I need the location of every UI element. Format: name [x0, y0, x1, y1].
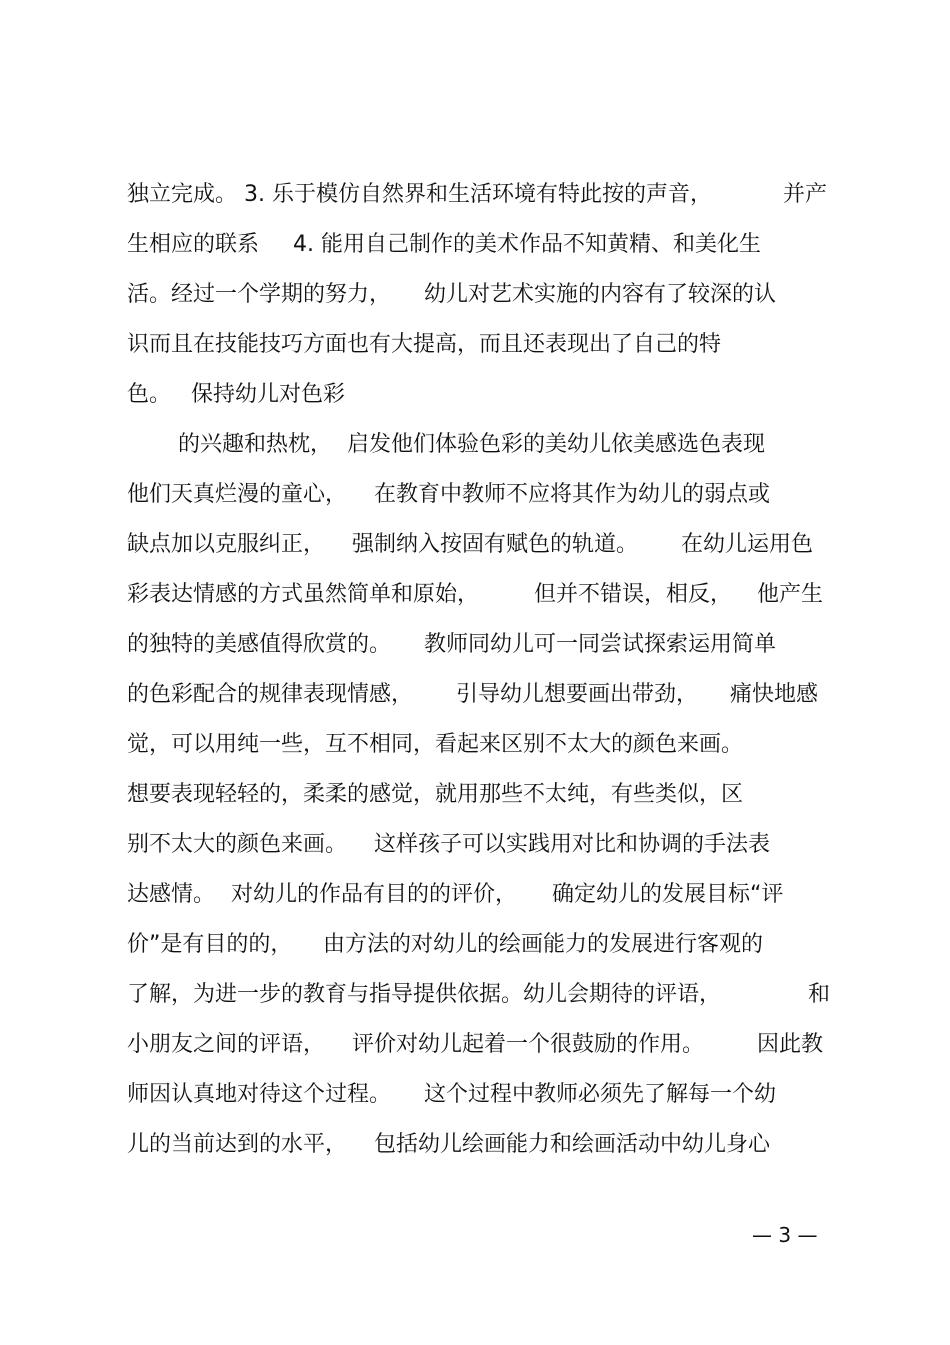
- text-segment: 启发他们体验色彩的美幼儿依美感选色表现: [347, 432, 766, 457]
- text-line: [0, 1025, 824, 1065]
- text-line: [0, 825, 771, 865]
- text-segment: 4. 能用自己制作的美术作品不知黄精、和美化生: [293, 232, 761, 257]
- text-segment: 和: [808, 982, 831, 1007]
- text-segment: 小朋友之间的评语，: [127, 1032, 326, 1057]
- text-segment: 的色彩配合的规律表现情感，: [127, 682, 414, 707]
- text-segment: 达感情。: [127, 882, 216, 907]
- text-line: [0, 975, 831, 1015]
- text-segment: 的兴趣和热枕，: [178, 432, 333, 457]
- text-segment: 教师同幼儿可一同尝试探索运用简单: [424, 632, 777, 657]
- text-segment: 师因认真地对待这个过程。: [127, 1082, 392, 1107]
- text-line: [0, 875, 784, 915]
- text-segment: 对幼儿的作品有目的的评价，: [231, 882, 518, 907]
- text-segment: 了解，为进一步的教育与指导提供依据。幼儿会期待的评语，: [127, 982, 722, 1007]
- text-line: [0, 475, 771, 515]
- text-segment: 儿的当前达到的水平，: [127, 1132, 348, 1157]
- text-line: [0, 575, 824, 615]
- text-segment: 价”是有目的的，: [127, 932, 293, 957]
- text-line: [0, 625, 777, 665]
- text-segment: 他们天真烂漫的童心，: [127, 482, 348, 507]
- text-segment: 想要表现轻轻的，柔柔的感觉，就用那些不太纯，有些类似，区: [127, 782, 744, 807]
- text-line: [0, 675, 819, 715]
- text-line: [0, 275, 777, 315]
- text-segment: 独立完成。 3. 乐于模仿自然界和生活环境有特此按的声音，: [127, 182, 712, 207]
- text-segment: 生相应的联系: [127, 232, 260, 257]
- text-segment: 幼儿对艺术实施的内容有了较深的认: [424, 282, 777, 307]
- text-segment: 确定幼儿的发展目标“评: [552, 882, 784, 907]
- text-line: [0, 1075, 777, 1115]
- text-segment: 并产: [783, 182, 828, 207]
- text-segment: 强制纳入按固有赋色的轨道。: [352, 532, 639, 557]
- text-segment: 包括幼儿绘画能力和绘画活动中幼儿身心: [374, 1132, 771, 1157]
- text-line: [0, 925, 764, 965]
- text-line: [0, 175, 828, 215]
- text-segment: 在幼儿运用色: [681, 532, 814, 557]
- text-line: [0, 325, 722, 365]
- text-line: [0, 1125, 771, 1165]
- text-segment: 觉，可以用纯一些，互不相同，看起来区别不太大的颜色来画。: [127, 732, 744, 757]
- text-segment: 活。经过一个学期的努力，: [127, 282, 392, 307]
- text-segment: 识而且在技能技巧方面也有大提高，而且还表现出了自己的特: [127, 332, 722, 357]
- text-line: [0, 225, 761, 265]
- text-segment: 因此教: [757, 1032, 824, 1057]
- text-segment: 但并不错误，相反，: [534, 582, 733, 607]
- text-segment: 彩表达情感的方式虽然简单和原始，: [127, 582, 480, 607]
- text-line: [0, 725, 744, 765]
- text-line: [0, 525, 814, 565]
- text-segment: 别不太大的颜色来画。: [127, 832, 348, 857]
- text-segment: 他产生: [757, 582, 824, 607]
- text-segment: 由方法的对幼儿的绘画能力的发展进行客观的: [323, 932, 764, 957]
- text-segment: 色。: [127, 382, 172, 407]
- text-line: [0, 375, 346, 415]
- page-number: — 3 —: [752, 1223, 818, 1247]
- text-segment: 评价对幼儿起着一个很鼓励的作用。: [352, 1032, 705, 1057]
- text-line: [0, 775, 744, 815]
- text-segment: 保持幼儿对色彩: [191, 382, 346, 407]
- text-segment: 痛快地感: [730, 682, 819, 707]
- text-segment: 的独特的美感值得欣赏的。: [127, 632, 392, 657]
- text-segment: 引导幼儿想要画出带劲，: [456, 682, 699, 707]
- text-segment: 在教育中教师不应将其作为幼儿的弱点或: [374, 482, 771, 507]
- text-segment: 这样孩子可以实践用对比和协调的手法表: [374, 832, 771, 857]
- text-line: [0, 425, 766, 465]
- text-segment: 这个过程中教师必须先了解每一个幼: [424, 1082, 777, 1107]
- text-segment: 缺点加以克服纠正，: [127, 532, 326, 557]
